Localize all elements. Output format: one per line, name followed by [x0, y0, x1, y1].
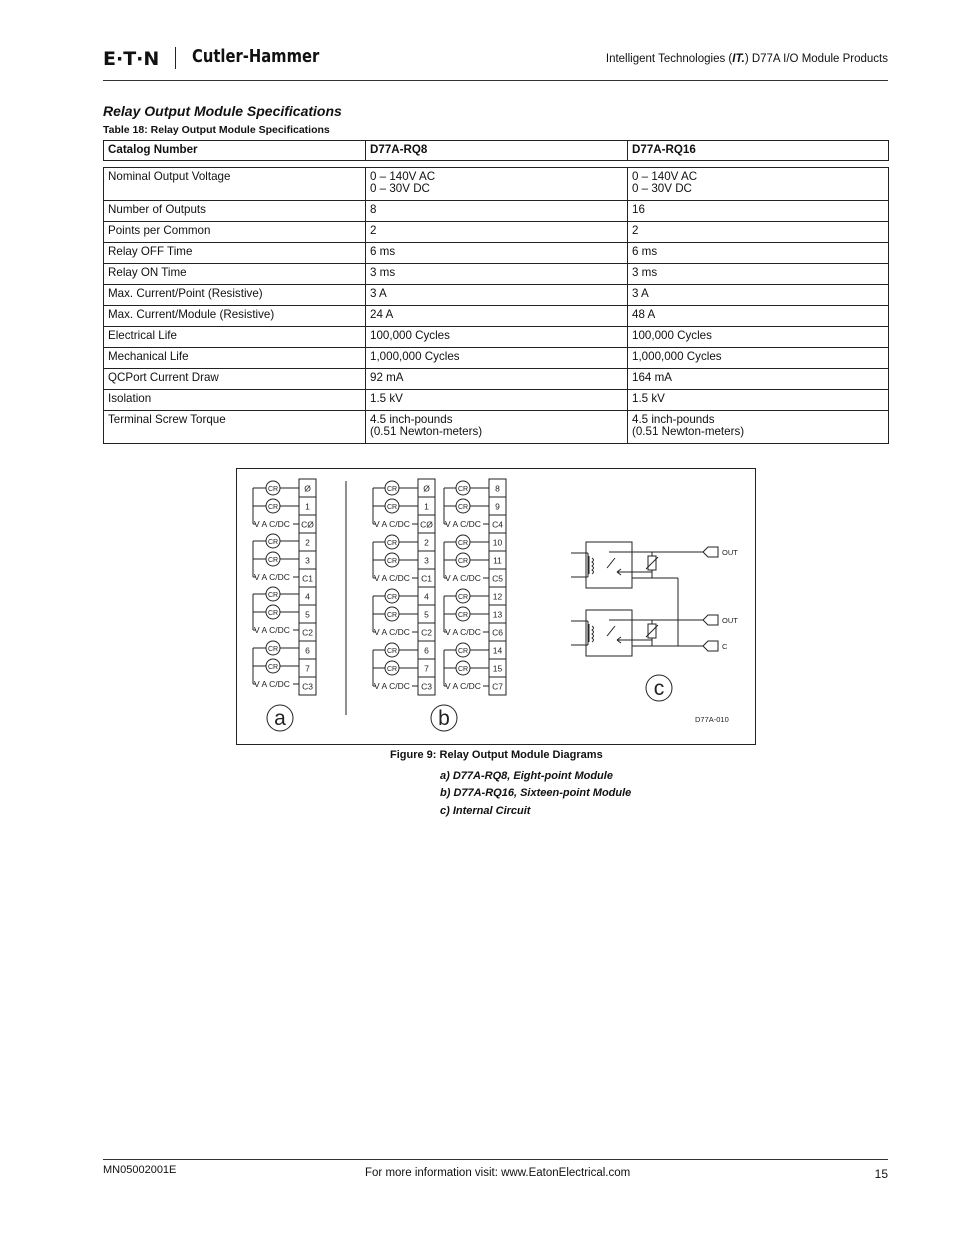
- table-cell: 48 A: [628, 306, 889, 327]
- supply-label: V A C/DC: [445, 681, 481, 691]
- table-caption: Table 18: Relay Output Module Specifications: [103, 124, 330, 136]
- terminal-label: CØ: [420, 519, 433, 530]
- table-header-cell: D77A-RQ8: [366, 141, 628, 161]
- table-cell: Max. Current/Point (Resistive): [104, 285, 366, 306]
- table-cell: Relay ON Time: [104, 264, 366, 285]
- spec-table-header: [103, 140, 889, 161]
- table-cell: 6 ms: [366, 243, 628, 264]
- logo-divider: [175, 47, 176, 69]
- common-terminal-label: C: [722, 642, 728, 651]
- table-cell: 164 mA: [628, 369, 889, 390]
- cr-label: CR: [267, 645, 279, 653]
- footer-info: For more information visit: www.EatonElectrical.com: [365, 1167, 631, 1179]
- table-cell: Max. Current/Module (Resistive): [104, 306, 366, 327]
- cr-label: CR: [267, 591, 279, 599]
- cr-label: CR: [457, 647, 469, 655]
- terminal-label: 2: [305, 537, 310, 548]
- cr-label: CR: [457, 503, 469, 511]
- table-row: [104, 264, 889, 285]
- terminal-label: 2: [424, 537, 429, 548]
- table-cell: 3 A: [366, 285, 628, 306]
- table-cell: 3 ms: [628, 264, 889, 285]
- terminal-label: C6: [492, 627, 503, 638]
- supply-label: V A C/DC: [445, 627, 481, 637]
- table-cell: Electrical Life: [104, 327, 366, 348]
- terminal-label: 6: [305, 645, 310, 656]
- table-cell: 16: [628, 201, 889, 222]
- table-cell: 4.5 inch-pounds (0.51 Newton-meters): [628, 411, 889, 444]
- table-row: [104, 369, 889, 390]
- cr-label: CR: [386, 611, 398, 619]
- spec-table: [103, 167, 889, 444]
- table-header-cell: D77A-RQ16: [628, 141, 889, 161]
- table-row: [104, 348, 889, 369]
- table-cell: 3 A: [628, 285, 889, 306]
- terminal-label: 10: [492, 537, 503, 548]
- eaton-logo: E·T·N: [103, 48, 160, 70]
- page-footer: [103, 1159, 888, 1190]
- terminal-label: Ø: [423, 483, 430, 494]
- page-header: [103, 44, 888, 81]
- terminal-label: C1: [421, 573, 432, 584]
- table-cell: QCPort Current Draw: [104, 369, 366, 390]
- label-c: c: [653, 677, 665, 700]
- cr-label: CR: [386, 665, 398, 673]
- terminal-label: 4: [305, 591, 310, 602]
- table-cell: 0 – 140V AC 0 – 30V DC: [628, 168, 889, 201]
- cr-label: CR: [386, 593, 398, 601]
- table-cell: 100,000 Cycles: [366, 327, 628, 348]
- terminal-label: C2: [421, 627, 432, 638]
- terminal-label: C1: [302, 573, 313, 584]
- terminal-label: C5: [492, 573, 503, 584]
- cr-label: CR: [386, 647, 398, 655]
- figure-item-a: a) D77A-RQ8, Eight-point Module: [440, 770, 613, 782]
- doc-number: MN05002001E: [103, 1164, 177, 1176]
- terminal-label: 4: [424, 591, 429, 602]
- terminal-label: 7: [305, 663, 310, 674]
- table-row: [104, 306, 889, 327]
- table-cell: 3 ms: [366, 264, 628, 285]
- terminal-label: C3: [421, 681, 432, 692]
- supply-label: V A C/DC: [374, 627, 410, 637]
- cr-label: CR: [267, 485, 279, 493]
- out-terminal-1-label: OUT: [722, 548, 738, 557]
- terminal-label: C2: [302, 627, 313, 638]
- table-cell: 6 ms: [628, 243, 889, 264]
- cr-label: CR: [386, 503, 398, 511]
- table-cell: Terminal Screw Torque: [104, 411, 366, 444]
- cr-label: CR: [267, 556, 279, 564]
- supply-label: V A C/DC: [254, 679, 290, 689]
- figure-item-b: b) D77A-RQ16, Sixteen-point Module: [440, 787, 632, 799]
- table-cell: 100,000 Cycles: [628, 327, 889, 348]
- terminal-label: Ø: [304, 483, 311, 494]
- label-a: a: [274, 707, 286, 730]
- table-row: [104, 243, 889, 264]
- terminal-label: 13: [492, 609, 503, 620]
- cr-label: CR: [457, 593, 469, 601]
- relay-diagram-figure: [236, 468, 756, 745]
- cr-label: CR: [457, 611, 469, 619]
- supply-label: V A C/DC: [254, 625, 290, 635]
- cr-label: CR: [457, 539, 469, 547]
- cr-label: CR: [267, 663, 279, 671]
- relay-diagram-svg: [237, 469, 755, 744]
- terminal-label: 7: [424, 663, 429, 674]
- figure-item-c: c) Internal Circuit: [440, 805, 531, 817]
- header-title-it: IT.: [732, 53, 745, 65]
- table-row: [104, 201, 889, 222]
- out-terminal-1: [703, 547, 718, 557]
- out-terminal-2: [703, 615, 718, 625]
- table-header-row: [104, 141, 889, 161]
- header-title-suffix: ) D77A I/O Module Products: [744, 53, 888, 65]
- table-cell: Isolation: [104, 390, 366, 411]
- figure-caption: Figure 9: Relay Output Module Diagrams: [390, 749, 603, 761]
- supply-label: V A C/DC: [374, 681, 410, 691]
- cr-label: CR: [457, 665, 469, 673]
- table-cell: Relay OFF Time: [104, 243, 366, 264]
- terminal-label: 1: [424, 501, 429, 512]
- table-cell: 4.5 inch-pounds (0.51 Newton-meters): [366, 411, 628, 444]
- terminal-label: 12: [492, 591, 503, 602]
- terminal-label: 1: [305, 501, 310, 512]
- supply-label: V A C/DC: [254, 519, 290, 529]
- cr-label: CR: [386, 539, 398, 547]
- terminal-label: C4: [492, 519, 503, 530]
- cr-label: CR: [386, 557, 398, 565]
- table-row: [104, 327, 889, 348]
- terminal-label: 3: [424, 555, 429, 566]
- terminal-label: 14: [492, 645, 503, 656]
- table-cell: 2: [366, 222, 628, 243]
- out-terminal-2-label: OUT: [722, 616, 738, 625]
- terminal-label: 11: [493, 555, 502, 566]
- table-cell: 1,000,000 Cycles: [628, 348, 889, 369]
- terminal-label: 3: [305, 555, 310, 566]
- terminal-label: 15: [492, 663, 503, 674]
- table-cell: Nominal Output Voltage: [104, 168, 366, 201]
- supply-label: V A C/DC: [445, 519, 481, 529]
- table-cell: 1.5 kV: [628, 390, 889, 411]
- table-row: [104, 390, 889, 411]
- supply-label: V A C/DC: [374, 573, 410, 583]
- table-row: [104, 411, 889, 444]
- terminal-label: 6: [424, 645, 429, 656]
- terminal-label: C3: [302, 681, 313, 692]
- table-cell: 2: [628, 222, 889, 243]
- header-title: [606, 53, 888, 65]
- table-cell: Points per Common: [104, 222, 366, 243]
- page-number: 15: [874, 1167, 888, 1181]
- cr-label: CR: [267, 609, 279, 617]
- table-cell: 0 – 140V AC 0 – 30V DC: [366, 168, 628, 201]
- table-header-cell: Catalog Number: [104, 141, 366, 161]
- cr-label: CR: [267, 538, 279, 546]
- table-cell: 8: [366, 201, 628, 222]
- table-cell: Number of Outputs: [104, 201, 366, 222]
- supply-label: V A C/DC: [254, 572, 290, 582]
- figure-code: D77A-010: [695, 715, 729, 724]
- cr-label: CR: [386, 485, 398, 493]
- terminal-label: 8: [495, 483, 500, 494]
- table-row: [104, 222, 889, 243]
- terminal-label: C7: [492, 681, 503, 692]
- label-b: b: [438, 707, 450, 730]
- table-cell: 1.5 kV: [366, 390, 628, 411]
- cr-label: CR: [457, 557, 469, 565]
- cr-label: CR: [457, 485, 469, 493]
- terminal-label: CØ: [301, 519, 314, 530]
- table-cell: 92 mA: [366, 369, 628, 390]
- table-cell: 24 A: [366, 306, 628, 327]
- header-title-prefix: Intelligent Technologies (: [605, 53, 733, 65]
- supply-label: V A C/DC: [445, 573, 481, 583]
- table-row: [104, 285, 889, 306]
- supply-label: V A C/DC: [374, 519, 410, 529]
- section-title: Relay Output Module Specifications: [103, 103, 342, 119]
- terminal-label: 5: [424, 609, 429, 620]
- cr-label: CR: [267, 503, 279, 511]
- table-cell: 1,000,000 Cycles: [366, 348, 628, 369]
- terminal-label: 9: [495, 501, 500, 512]
- table-cell: Mechanical Life: [104, 348, 366, 369]
- table-row: [104, 168, 889, 201]
- common-terminal: [703, 641, 718, 651]
- terminal-label: 5: [305, 609, 310, 620]
- cutler-hammer-logo: Cutler-Hammer: [192, 46, 320, 67]
